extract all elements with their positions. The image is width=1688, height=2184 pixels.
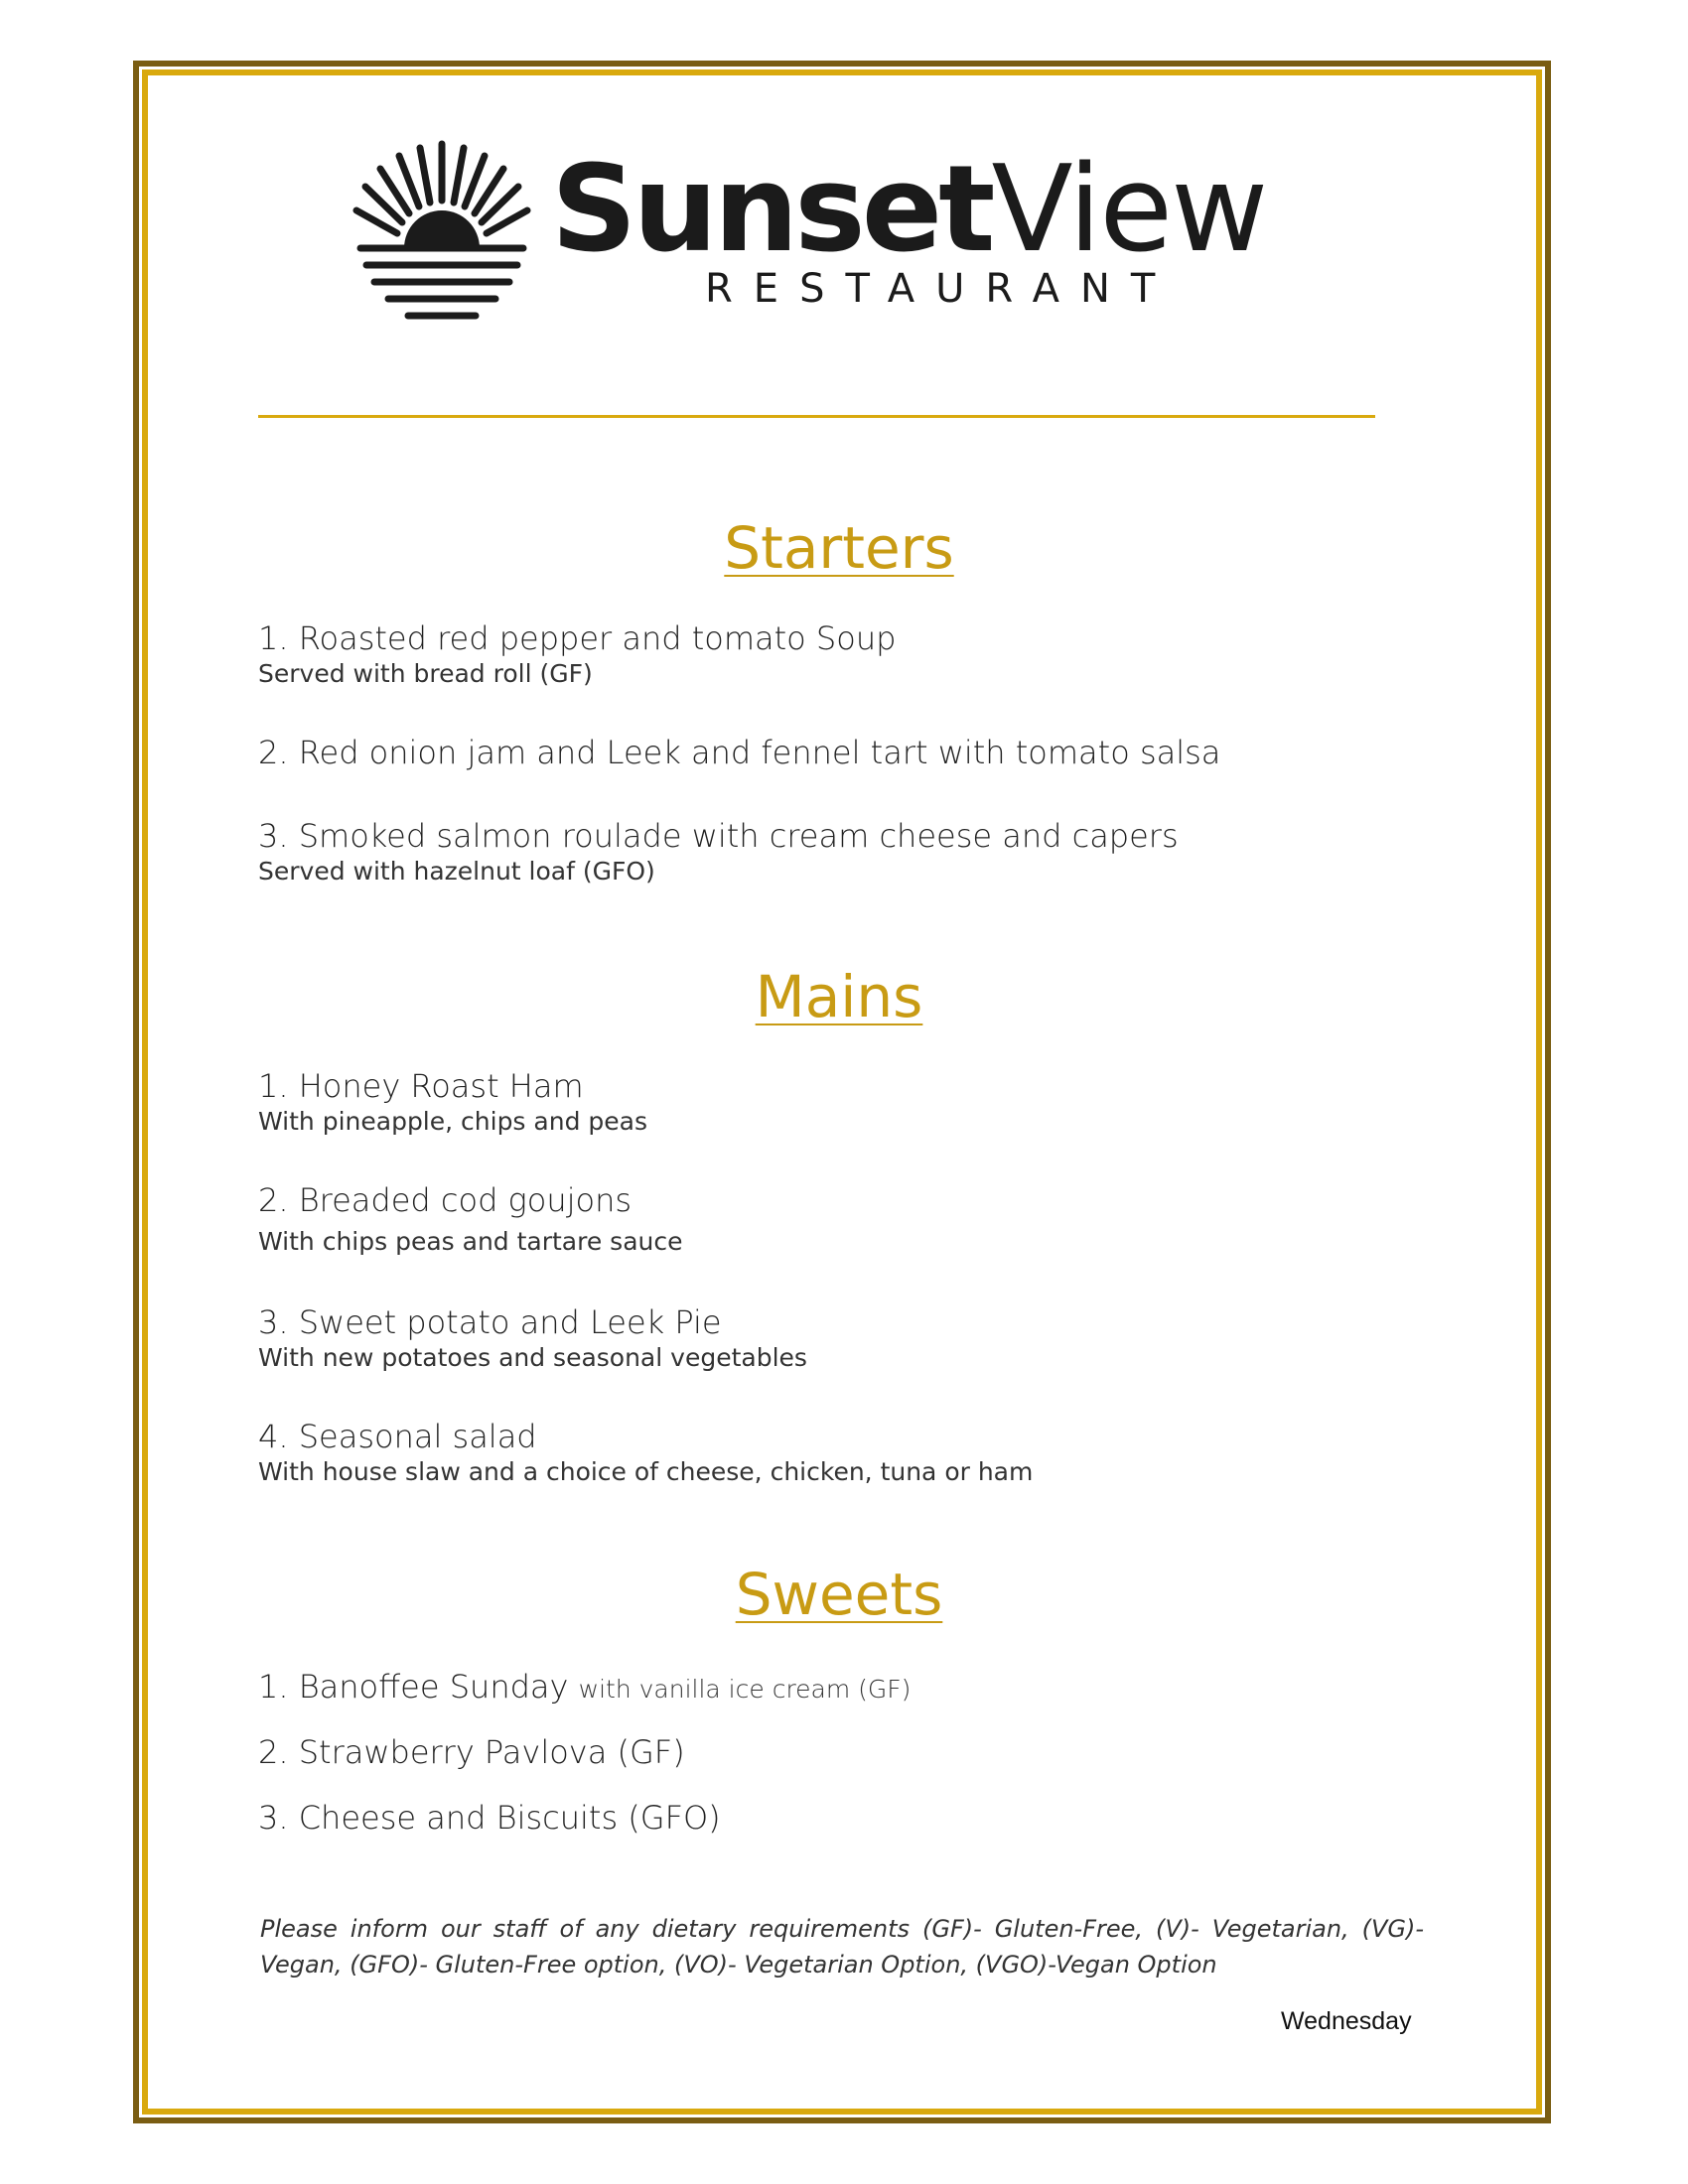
starters-heading: Starters xyxy=(724,514,954,582)
menu-item-title: 2. Red onion jam and Leek and fennel tart with tomato salsa xyxy=(258,734,1221,771)
menu-item xyxy=(258,734,1430,771)
restaurant-name-bold: Sunset xyxy=(551,141,992,279)
menu-item-desc: With new potatoes and seasonal vegetables xyxy=(258,1343,807,1372)
menu-item xyxy=(258,1733,1430,1771)
menu-item-name: 1. Banoffee Sunday xyxy=(258,1668,569,1706)
menu-item-title: 1. Honey Roast Ham xyxy=(258,1067,584,1105)
menu-item-title: 3. Sweet potato and Leek Pie xyxy=(258,1303,722,1341)
menu-item-title: 2. Breaded cod goujons xyxy=(258,1181,633,1219)
menu-item xyxy=(258,1799,1430,1837)
menu-item-desc: Served with bread roll (GF) xyxy=(258,659,593,688)
menu-item-title: 3. Smoked salmon roulade with cream cheese and capers xyxy=(258,817,1179,855)
menu-item xyxy=(258,1181,1430,1256)
restaurant-logo xyxy=(352,139,1306,338)
menu-item xyxy=(258,817,1430,886)
restaurant-name xyxy=(551,141,1266,280)
menu-item-desc: with vanilla ice cream (GF) xyxy=(578,1675,912,1704)
sunset-icon xyxy=(352,139,531,328)
menu-item-desc: With pineapple, chips and peas xyxy=(258,1107,647,1136)
menu-item xyxy=(258,619,1430,688)
restaurant-subtitle: RESTAURANT xyxy=(705,266,1177,312)
menu-item-title: 3. Cheese and Biscuits (GFO) xyxy=(258,1799,721,1837)
menu-item xyxy=(258,1067,1430,1136)
menu-item-desc: Served with hazelnut loaf (GFO) xyxy=(258,857,655,886)
menu-item xyxy=(258,1303,1430,1372)
menu-item xyxy=(258,1668,1430,1706)
menu-item-title: 2. Strawberry Pavlova (GF) xyxy=(258,1733,685,1771)
gold-divider xyxy=(258,415,1375,418)
menu-item xyxy=(258,1418,1430,1486)
dietary-note: Please inform our staff of any dietary requirements (GF)- Gluten-Free, (V)- Vegetarian, (VG)- Vegan, (GFO)- Gluten-Free option, (VO)- Vegetarian Option, (VGO)-Vegan Option xyxy=(260,1915,1424,1979)
menu-item-desc: With house slaw and a choice of cheese, chicken, tuna or ham xyxy=(258,1457,1034,1486)
menu-item-title: 1. Roasted red pepper and tomato Soup xyxy=(258,619,897,657)
menu-item-desc: With chips peas and tartare sauce xyxy=(258,1227,683,1256)
menu-item-title xyxy=(258,1668,1430,1706)
restaurant-name-light: View xyxy=(991,141,1267,279)
day-label: Wednesday xyxy=(1281,2007,1412,2035)
mains-heading: Mains xyxy=(755,963,923,1030)
sweets-heading: Sweets xyxy=(735,1561,943,1628)
menu-item-title: 4. Seasonal salad xyxy=(258,1418,537,1455)
